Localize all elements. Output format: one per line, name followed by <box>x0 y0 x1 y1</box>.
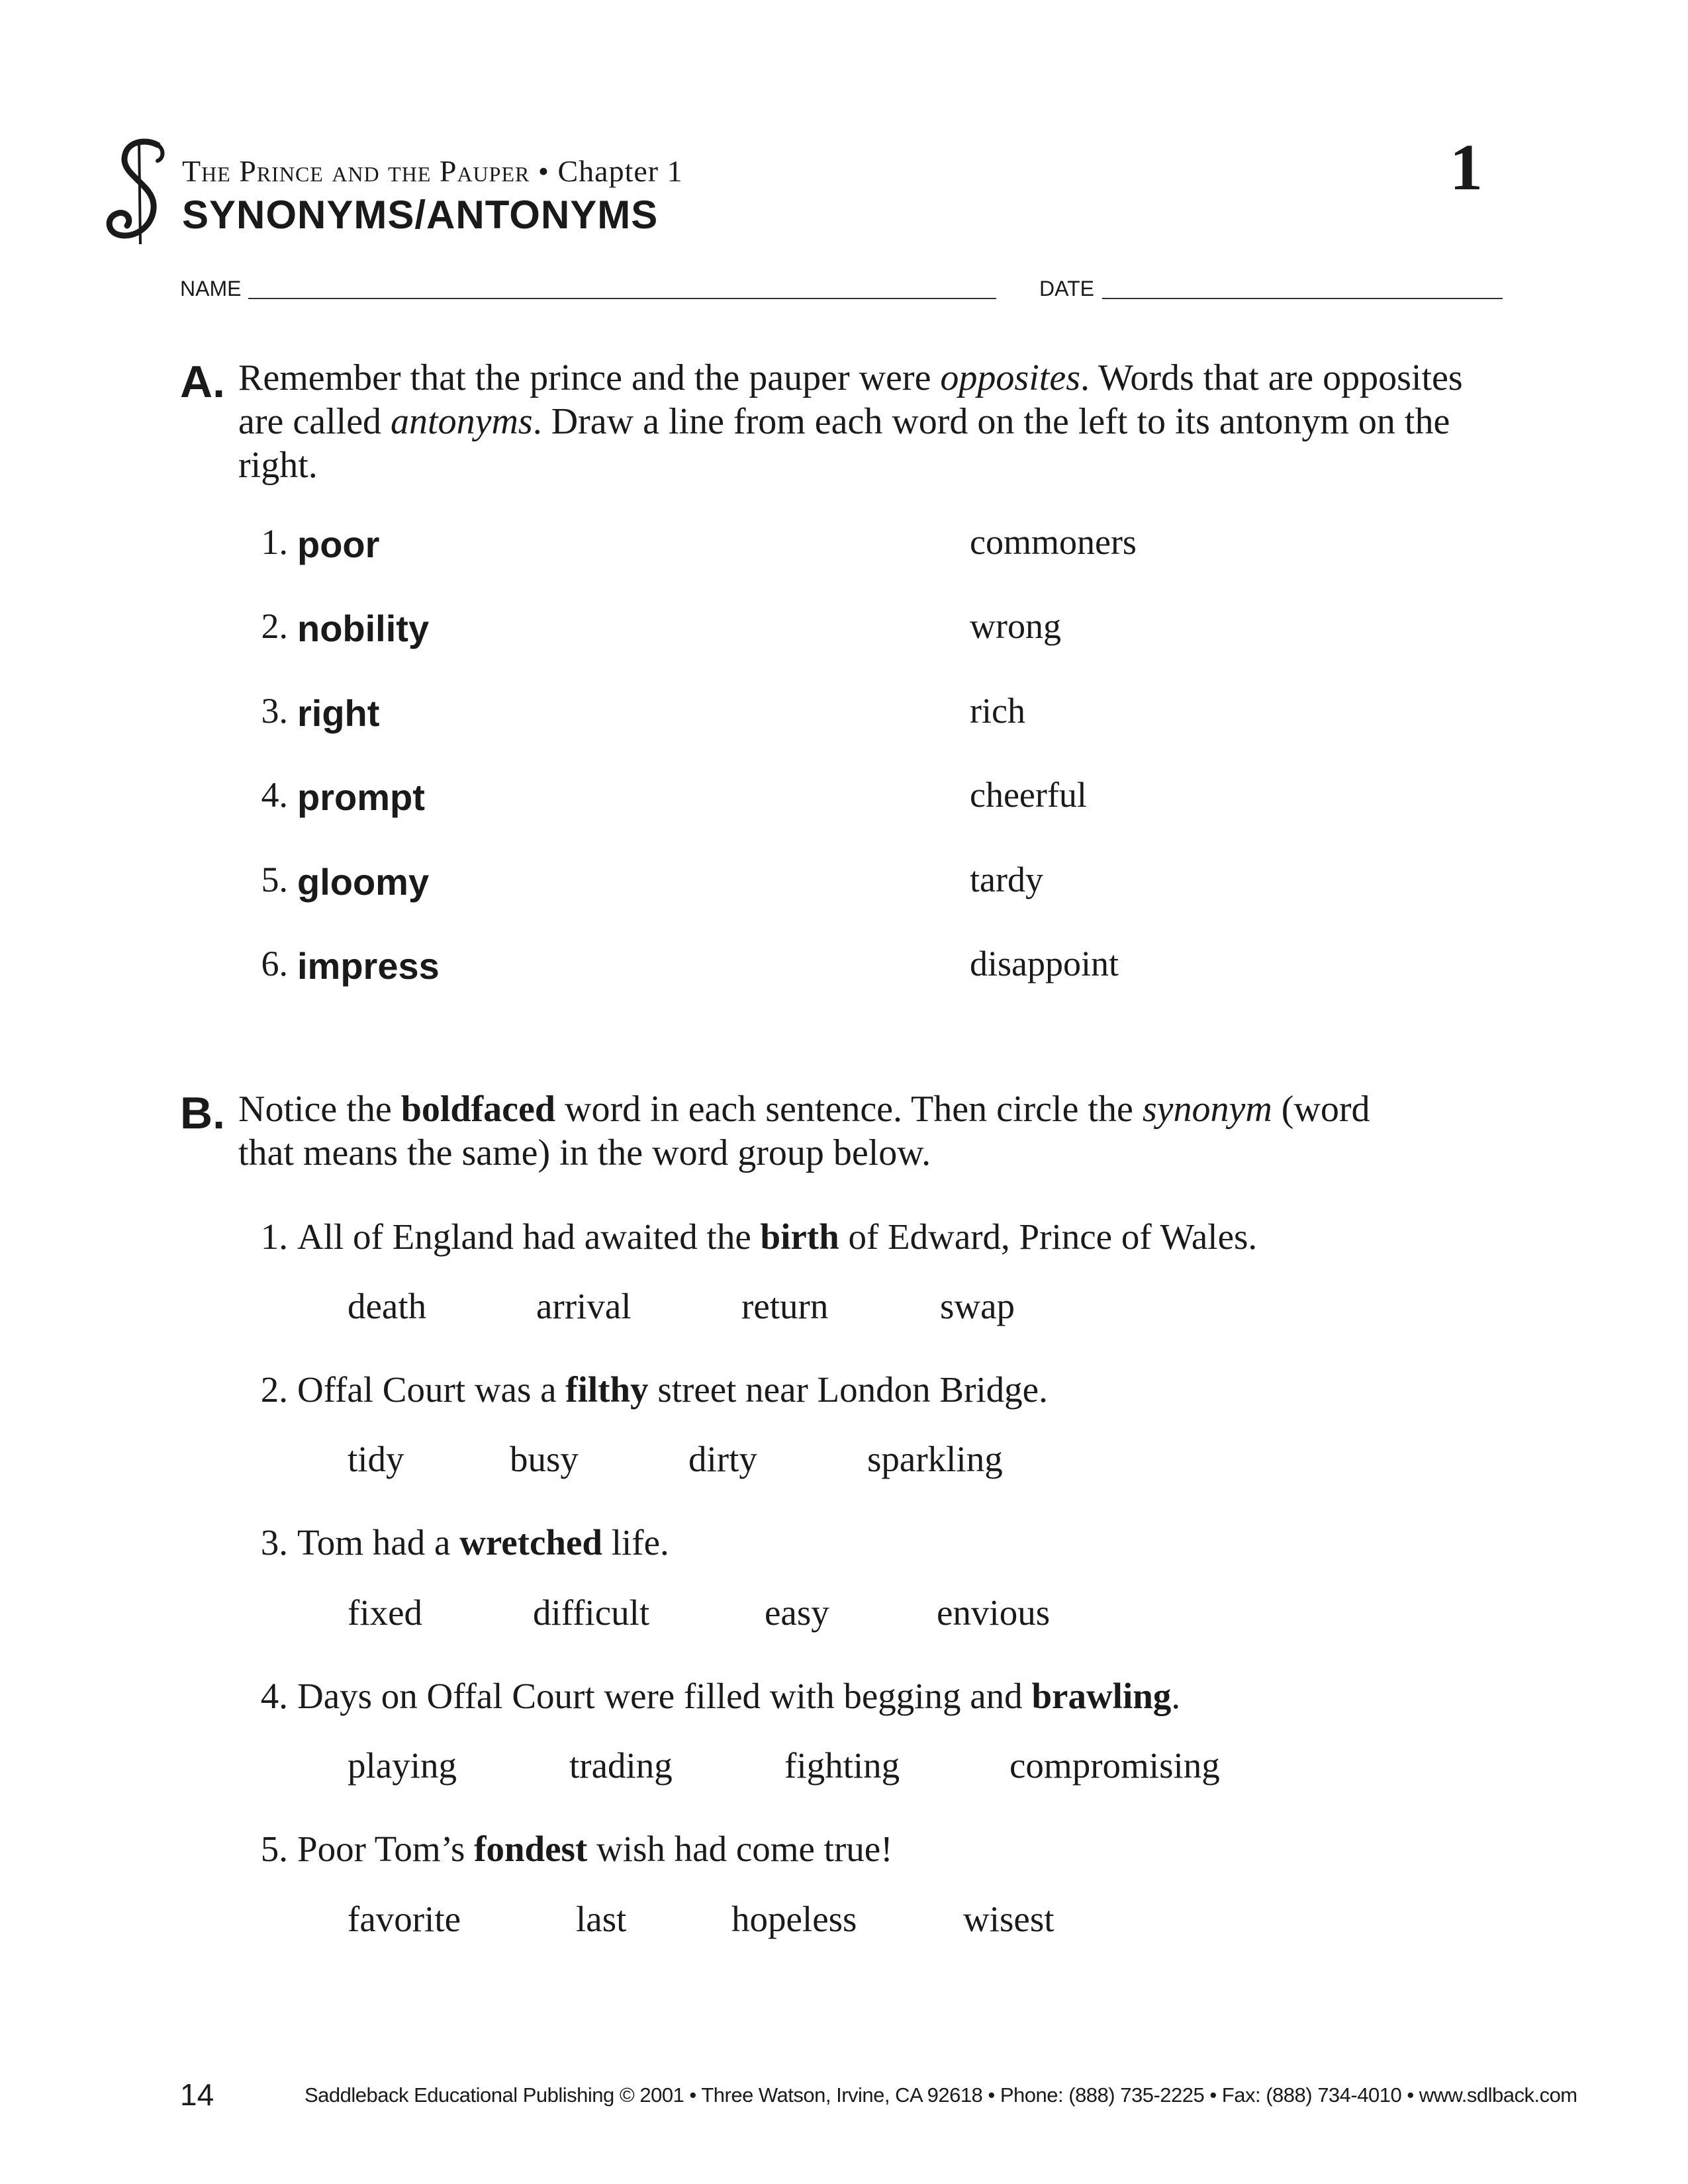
book-title-text: The Prince and the Pauper <box>182 154 530 188</box>
item-number: 5. <box>260 1829 288 1869</box>
word-choice[interactable]: last <box>576 1899 627 1939</box>
sentence <box>242 1369 1048 1410</box>
word-choice[interactable]: favorite <box>348 1899 461 1939</box>
right-antonym[interactable]: rich <box>970 691 1025 731</box>
instr-italic: antonyms <box>391 401 533 442</box>
sentence-text: Days on Offal Court were filled with begging and <box>297 1676 1032 1716</box>
right-antonym[interactable]: cheerful <box>970 775 1087 815</box>
worksheet-subtitle: SYNONYMS/ANTONYMS <box>182 193 659 237</box>
book-title <box>182 154 683 189</box>
sentence-text: life. <box>602 1522 669 1563</box>
antonym-row <box>242 690 1235 737</box>
left-word[interactable]: impress <box>297 945 440 987</box>
left-word[interactable]: prompt <box>297 776 425 818</box>
sentence-text: wish had come true! <box>587 1829 893 1869</box>
word-choice[interactable]: fixed <box>348 1592 423 1633</box>
right-antonym[interactable]: tardy <box>970 860 1043 899</box>
instr-italic: opposites <box>940 357 1080 398</box>
section-a-instructions <box>238 356 1496 487</box>
right-antonym[interactable]: wrong <box>970 606 1061 646</box>
antonym-row <box>242 522 1235 568</box>
item-number: 6. <box>261 944 288 983</box>
instr-text: Notice the <box>238 1089 401 1130</box>
sentence-text: Tom had a <box>297 1522 460 1563</box>
antonym-row <box>242 774 1235 821</box>
instr-text: (word that means the same) in the word group below. <box>238 1089 1370 1173</box>
word-choice[interactable]: busy <box>510 1439 579 1479</box>
word-choice[interactable]: tidy <box>348 1439 404 1479</box>
word-choice[interactable]: envious <box>937 1592 1051 1633</box>
left-word[interactable]: nobility <box>297 608 430 649</box>
instr-text: . Draw a line from each word on the left to its antonym on the right. <box>238 401 1450 486</box>
word-choice[interactable]: arrival <box>536 1286 632 1326</box>
sentence <box>242 1675 1180 1717</box>
saddleback-logo-icon <box>99 136 179 248</box>
sentence-text: of Edward, Prince of Wales. <box>839 1216 1258 1257</box>
sentence-bold-word: fondest <box>474 1829 588 1869</box>
word-choice[interactable]: easy <box>765 1592 829 1633</box>
instr-text: . Words that are opposites are called <box>238 357 1463 442</box>
section-b-letter: B. <box>180 1088 225 1138</box>
word-choice[interactable]: swap <box>940 1286 1015 1326</box>
sentence <box>242 1522 669 1563</box>
sentence-text: All of England had awaited the <box>297 1216 761 1257</box>
word-choice[interactable]: trading <box>569 1745 673 1786</box>
instr-text: word in each sentence. Then circle the <box>555 1089 1143 1130</box>
sentence-bold-word: wretched <box>459 1522 602 1563</box>
instr-text: Remember that the prince and the pauper were <box>238 357 941 398</box>
name-field[interactable] <box>248 298 996 299</box>
section-a-letter: A. <box>180 357 225 407</box>
word-choice[interactable]: sparkling <box>867 1439 1003 1479</box>
sentence-bold-word: filthy <box>565 1369 649 1410</box>
sentence <box>242 1828 893 1870</box>
item-number: 3. <box>260 1522 288 1563</box>
word-choice[interactable]: difficult <box>533 1592 650 1633</box>
instr-italic: synonym <box>1142 1089 1272 1130</box>
sentence-text: Offal Court was a <box>297 1369 566 1410</box>
page-number: 14 <box>180 2077 214 2112</box>
chapter-label: Chapter 1 <box>557 154 683 188</box>
item-number: 5. <box>261 860 288 899</box>
left-word[interactable]: poor <box>297 523 380 565</box>
item-number: 4. <box>260 1676 288 1716</box>
name-label: NAME <box>180 277 242 300</box>
sentence-text: street near London Bridge. <box>648 1369 1048 1410</box>
sentence-text: Poor Tom’s <box>297 1829 475 1869</box>
sentence <box>242 1216 1257 1257</box>
left-word[interactable]: right <box>297 692 380 734</box>
right-antonym[interactable]: commoners <box>970 522 1137 562</box>
right-antonym[interactable]: disappoint <box>970 944 1119 983</box>
word-choice[interactable]: dirty <box>688 1439 757 1479</box>
item-number: 2. <box>260 1369 288 1410</box>
date-label: DATE <box>1039 277 1094 300</box>
word-choice[interactable]: death <box>348 1286 427 1326</box>
word-choice[interactable]: playing <box>348 1745 457 1786</box>
antonym-row <box>242 859 1235 905</box>
sentence-bold-word: brawling <box>1031 1676 1172 1716</box>
word-choice[interactable]: fighting <box>784 1745 900 1786</box>
word-choice[interactable]: return <box>741 1286 829 1326</box>
section-b-instructions <box>238 1087 1417 1175</box>
instr-bold: boldfaced <box>400 1089 556 1130</box>
word-choice[interactable]: compromising <box>1009 1745 1220 1786</box>
antonym-row <box>242 606 1235 652</box>
word-choice[interactable]: wisest <box>963 1899 1055 1939</box>
item-number: 1. <box>260 1216 288 1257</box>
item-number: 4. <box>261 775 288 815</box>
sentence-bold-word: birth <box>760 1216 839 1257</box>
antonym-row <box>242 943 1235 989</box>
title-bullet: • <box>530 154 558 188</box>
publisher-footer: Saddleback Educational Publishing © 2001 • Three Watson, Irvine, CA 92618 • Phone: (888) 735-2225 • Fax: (888) 734-4010 • www.sdlback.com <box>305 2083 1577 2107</box>
item-number: 1. <box>261 522 288 562</box>
worksheet-number: 1 <box>1450 130 1483 204</box>
left-word[interactable]: gloomy <box>297 861 430 903</box>
date-field[interactable] <box>1102 298 1503 299</box>
word-choice[interactable]: hopeless <box>731 1899 857 1939</box>
item-number: 2. <box>261 606 288 646</box>
sentence-text: . <box>1171 1676 1181 1716</box>
item-number: 3. <box>261 691 288 731</box>
